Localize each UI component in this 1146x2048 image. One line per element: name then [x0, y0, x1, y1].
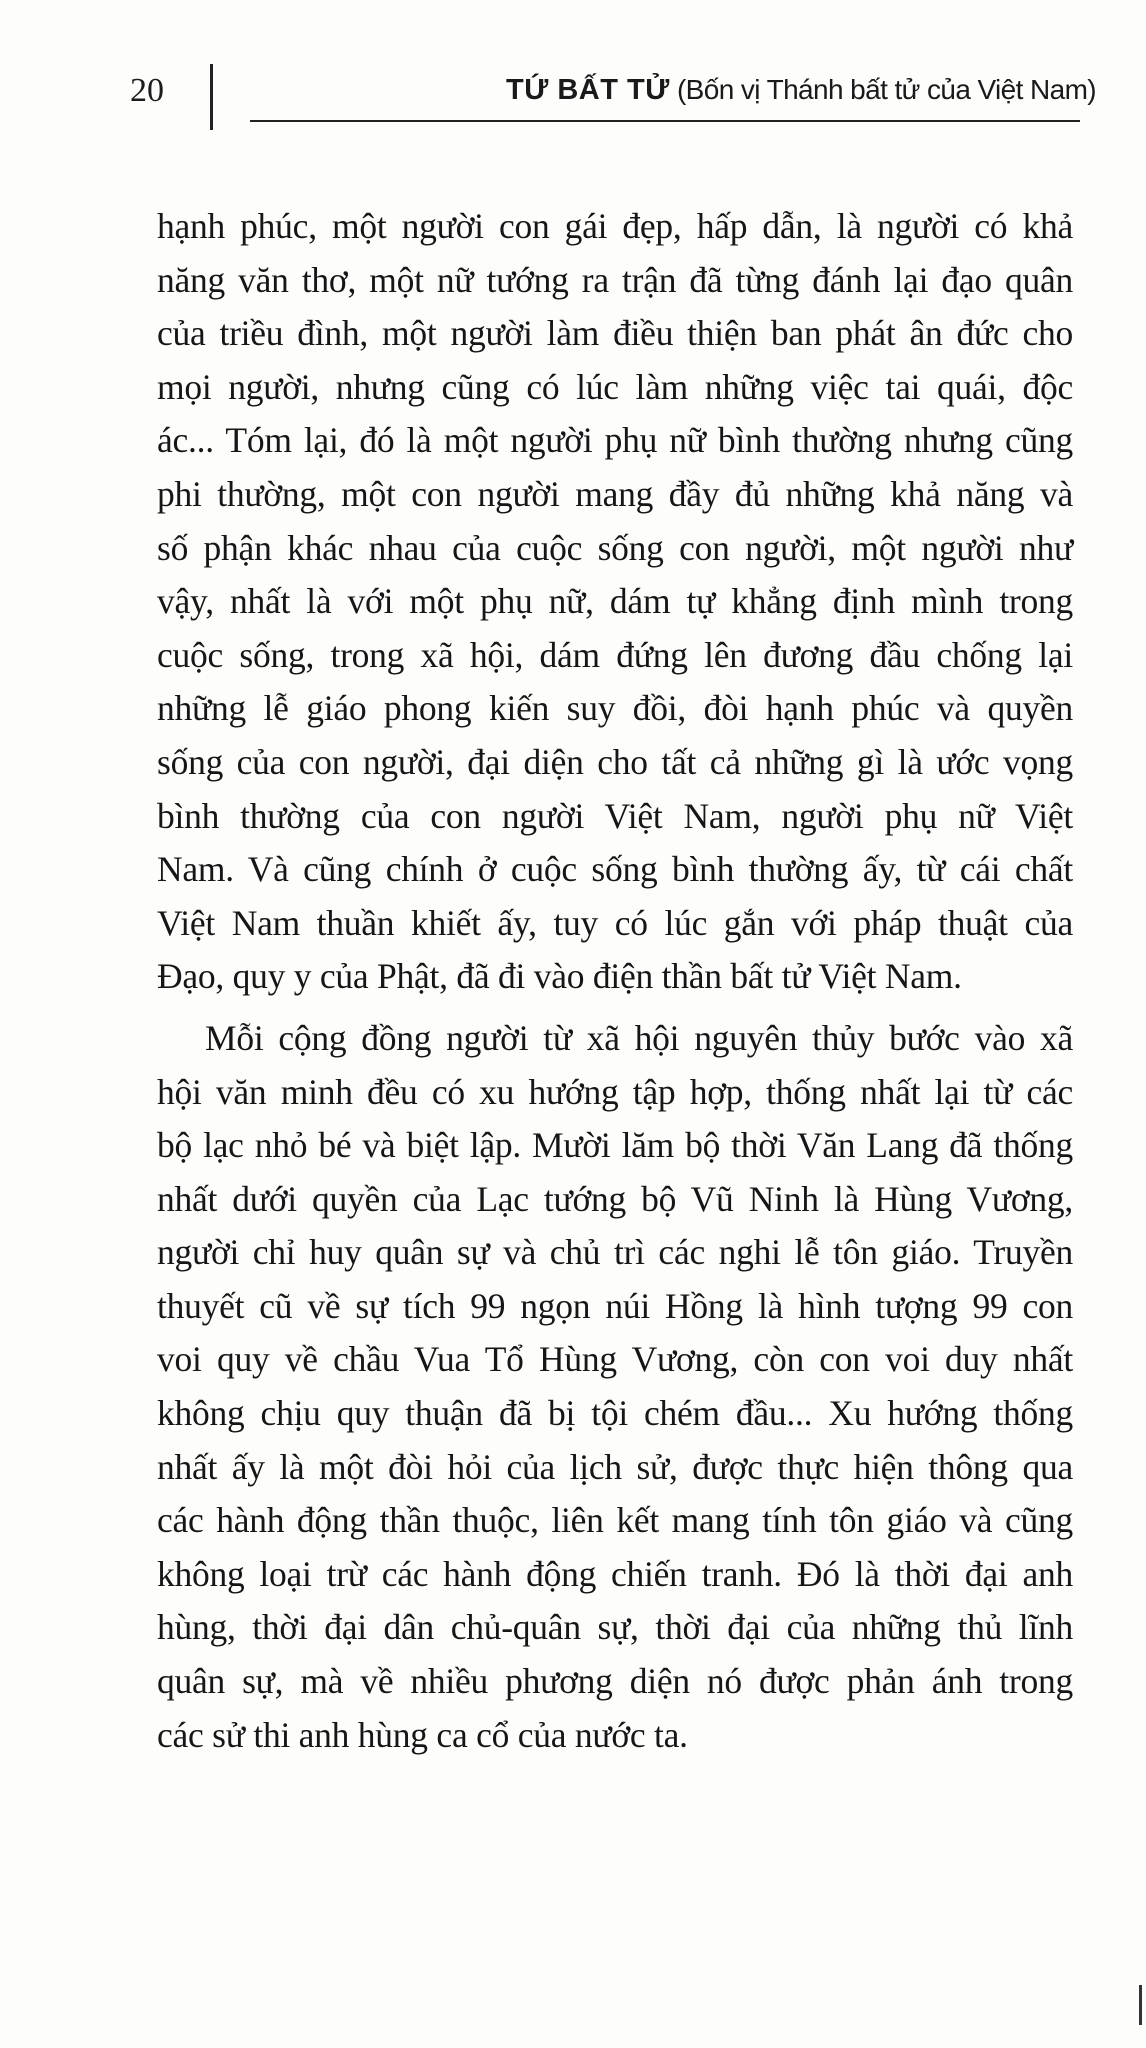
text-line: Nam. Và cũng chính ở cuộc sống bình thường ấy, từ cái chất	[157, 849, 1073, 890]
text-line: Việt Nam thuần khiết ấy, tuy có lúc gắn với pháp thuật của	[157, 902, 1073, 943]
book-subtitle: (Bốn vị Thánh bất tử của Việt Nam)	[669, 74, 1097, 105]
text-line: không loại trừ các hành động chiến tranh. Đó là thời đại anh	[157, 1553, 1073, 1594]
text-line: số phận khác nhau của cuộc sống con người, một người như	[157, 527, 1073, 568]
text-line: không chịu quy thuận đã bị tội chém đầu... Xu hướng thống	[157, 1393, 1073, 1434]
text-line: những lễ giáo phong kiến suy đồi, đòi hạnh phúc và quyền	[157, 688, 1073, 729]
text-line: voi quy về chầu Vua Tổ Hùng Vương, còn con voi duy nhất	[157, 1339, 1073, 1380]
text-line: thuyết cũ về sự tích 99 ngọn núi Hồng là hình tượng 99 con	[157, 1285, 1073, 1326]
text-line: hạnh phúc, một người con gái đẹp, hấp dẫn, là người có khả	[157, 206, 1073, 246]
text-line: Đạo, quy y của Phật, đã đi vào điện thần bất tử Việt Nam.	[157, 956, 962, 997]
book-title: TỨ BẤT TỬ	[506, 74, 670, 106]
text-line: của triều đình, một người làm điều thiện ban phát ân đức cho	[157, 313, 1073, 354]
paragraph-gap	[157, 1004, 1073, 1012]
text-line: Mỗi cộng đồng người từ xã hội nguyên thủy bước vào xã	[205, 1017, 1073, 1058]
text-line: năng văn thơ, một nữ tướng ra trận đã từng đánh lại đạo quân	[157, 259, 1073, 300]
text-line: cuộc sống, trong xã hội, dám đứng lên đương đầu chống lại	[157, 634, 1073, 675]
text-line: bộ lạc nhỏ bé và biệt lập. Mười lăm bộ thời Văn Lang đã thống	[157, 1125, 1073, 1166]
text-line: hội văn minh đều có xu hướng tập hợp, thống nhất lại từ các	[157, 1071, 1073, 1112]
text-line: các sử thi anh hùng ca cổ của nước ta.	[157, 1714, 688, 1755]
header-divider	[210, 64, 213, 130]
page-edge-mark	[1139, 1985, 1142, 2025]
running-title	[506, 76, 1096, 105]
text-line: người chỉ huy quân sự và chủ trì các nghi lễ tôn giáo. Truyền	[157, 1232, 1073, 1273]
header-rule	[250, 120, 1080, 122]
text-line: bình thường của con người Việt Nam, người phụ nữ Việt	[157, 795, 1073, 836]
text-line: các hành động thần thuộc, liên kết mang tính tôn giáo và cũng	[157, 1500, 1073, 1541]
text-line: hùng, thời đại dân chủ-quân sự, thời đại của những thủ lĩnh	[157, 1607, 1073, 1648]
text-line: ác... Tóm lại, đó là một người phụ nữ bình thường nhưng cũng	[157, 420, 1073, 461]
text-line: phi thường, một con người mang đầy đủ những khả năng và	[157, 473, 1073, 514]
page-number: 20	[130, 72, 164, 109]
paragraph	[157, 1012, 1073, 1762]
text-line: vậy, nhất là với một phụ nữ, dám tự khẳng định mình trong	[157, 581, 1073, 622]
text-line: mọi người, nhưng cũng có lúc làm những việc tai quái, độc	[157, 366, 1073, 407]
running-header	[0, 62, 1146, 142]
paragraph	[157, 200, 1073, 1004]
body-text	[157, 200, 1073, 1762]
text-line: nhất ấy là một đòi hỏi của lịch sử, được thực hiện thông qua	[157, 1446, 1073, 1487]
text-line: quân sự, mà về nhiều phương diện nó được phản ánh trong	[157, 1661, 1073, 1702]
text-line: nhất dưới quyền của Lạc tướng bộ Vũ Ninh là Hùng Vương,	[157, 1178, 1073, 1219]
text-line: sống của con người, đại diện cho tất cả những gì là ước vọng	[157, 741, 1073, 782]
